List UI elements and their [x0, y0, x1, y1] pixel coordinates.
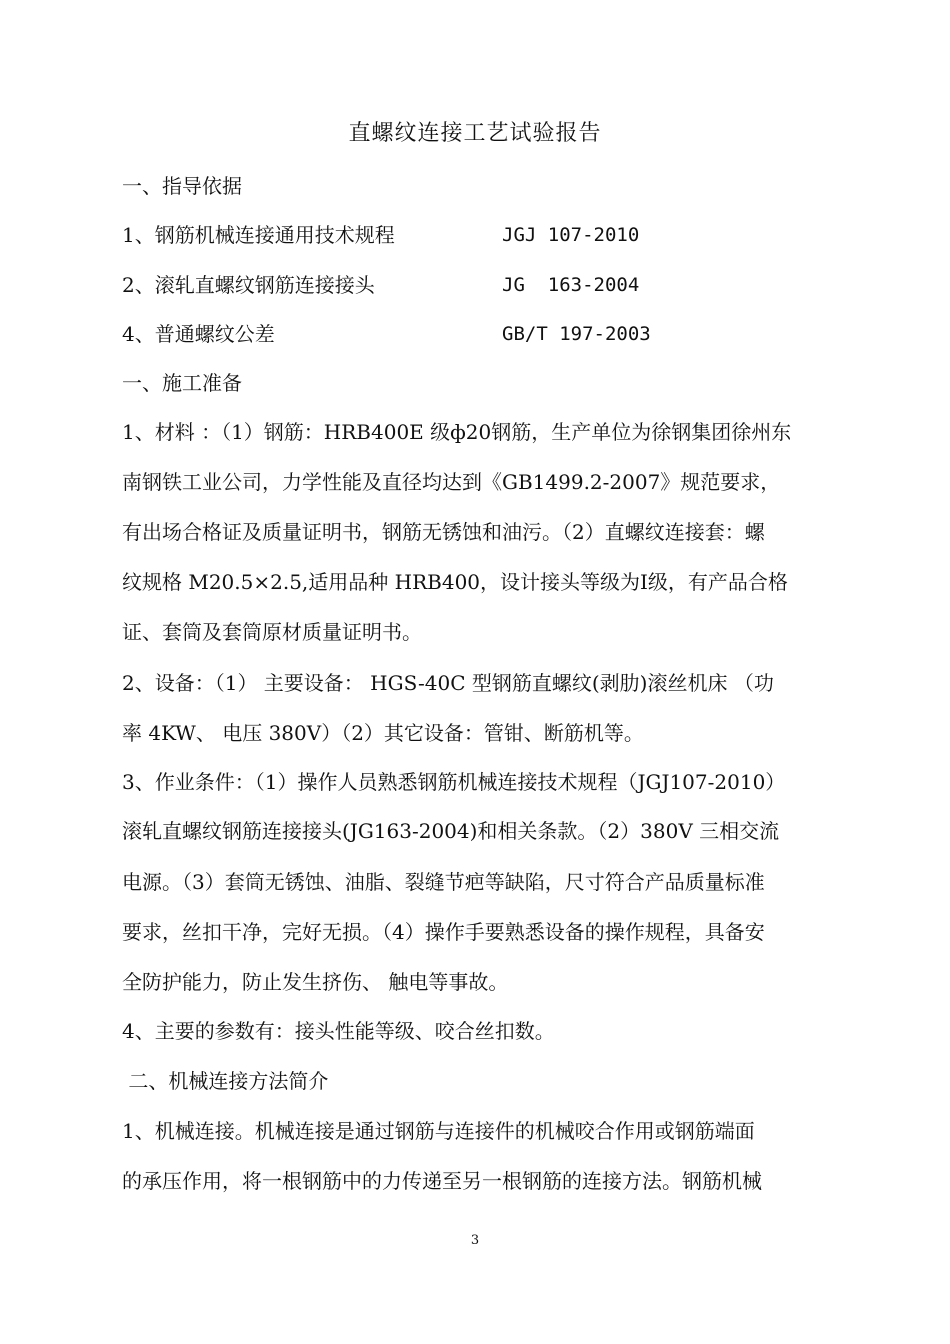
text-line: 滚轧直螺纹钢筋连接接头(JG163-2004)和相关条款。（2）380V 三相交流 — [122, 819, 780, 843]
reference-name: 2、滚轧直螺纹钢筋连接接头 — [122, 273, 375, 297]
text-line: 有出场合格证及质量证明书，钢筋无锈蚀和油污。（2）直螺纹连接套：螺 — [122, 520, 765, 544]
text-line: 纹规格 M20.5×2.5,适用品种 HRB400，设计接头等级为Ⅰ级，有产品合格 — [122, 570, 788, 594]
reference-code: JG 163-2004 — [502, 274, 640, 296]
reference-code: JGJ 107-2010 — [502, 224, 640, 246]
text-line: 1、材料 ：（1）钢筋：HRB400E 级ф20钢筋，生产单位为徐钢集团徐州东 — [122, 420, 792, 444]
text-line: 证、套筒及套筒原材质量证明书。 — [122, 620, 422, 644]
text-line: 1、机械连接。机械连接是通过钢筋与连接件的机械咬合作用或钢筋端面 — [122, 1119, 755, 1143]
section-heading-guidance: 一、指导依据 — [122, 174, 242, 198]
text-line: 2、设备：（1） 主要设备： HGS-40C 型钢筋直螺纹(剥肋)滚丝机床 （功 — [122, 671, 774, 695]
text-line: 电源。（3）套筒无锈蚀、油脂、裂缝节疤等缺陷，尺寸符合产品质量标准 — [122, 870, 765, 894]
text-line: 率 4KW、 电压 380V）（2）其它设备：管钳、断筋机等。 — [122, 721, 644, 745]
text-line: 要求，丝扣干净，完好无损。（4）操作手要熟悉设备的操作规程，具备安 — [122, 920, 765, 944]
report-title: 直螺纹连接工艺试验报告 — [348, 121, 602, 146]
section-heading-mechanical-connection: 二、机械连接方法简介 — [122, 1069, 329, 1093]
text-line: 全防护能力，防止发生挤伤、 触电等事故。 — [122, 970, 509, 994]
paragraph-parameters: 4、主要的参数有：接头性能等级、咬合丝扣数。 — [122, 1019, 555, 1043]
text-line: 的承压作用，将一根钢筋中的力传递至另一根钢筋的连接方法。钢筋机械 — [122, 1169, 762, 1193]
text-line: 南钢铁工业公司，力学性能及直径均达到《GB1499.2-2007》规范要求， — [122, 470, 781, 494]
section-heading-preparation: 一、施工准备 — [122, 371, 242, 395]
text-line: 3、作业条件：（1）操作人员熟悉钢筋机械连接技术规程（JGJ107-2010） — [122, 770, 786, 794]
reference-name: 1、钢筋机械连接通用技术规程 — [122, 223, 395, 247]
reference-code: GB/T 197-2003 — [502, 323, 651, 345]
reference-name: 4、普通螺纹公差 — [122, 322, 275, 346]
page-number: 3 — [470, 1233, 480, 1248]
